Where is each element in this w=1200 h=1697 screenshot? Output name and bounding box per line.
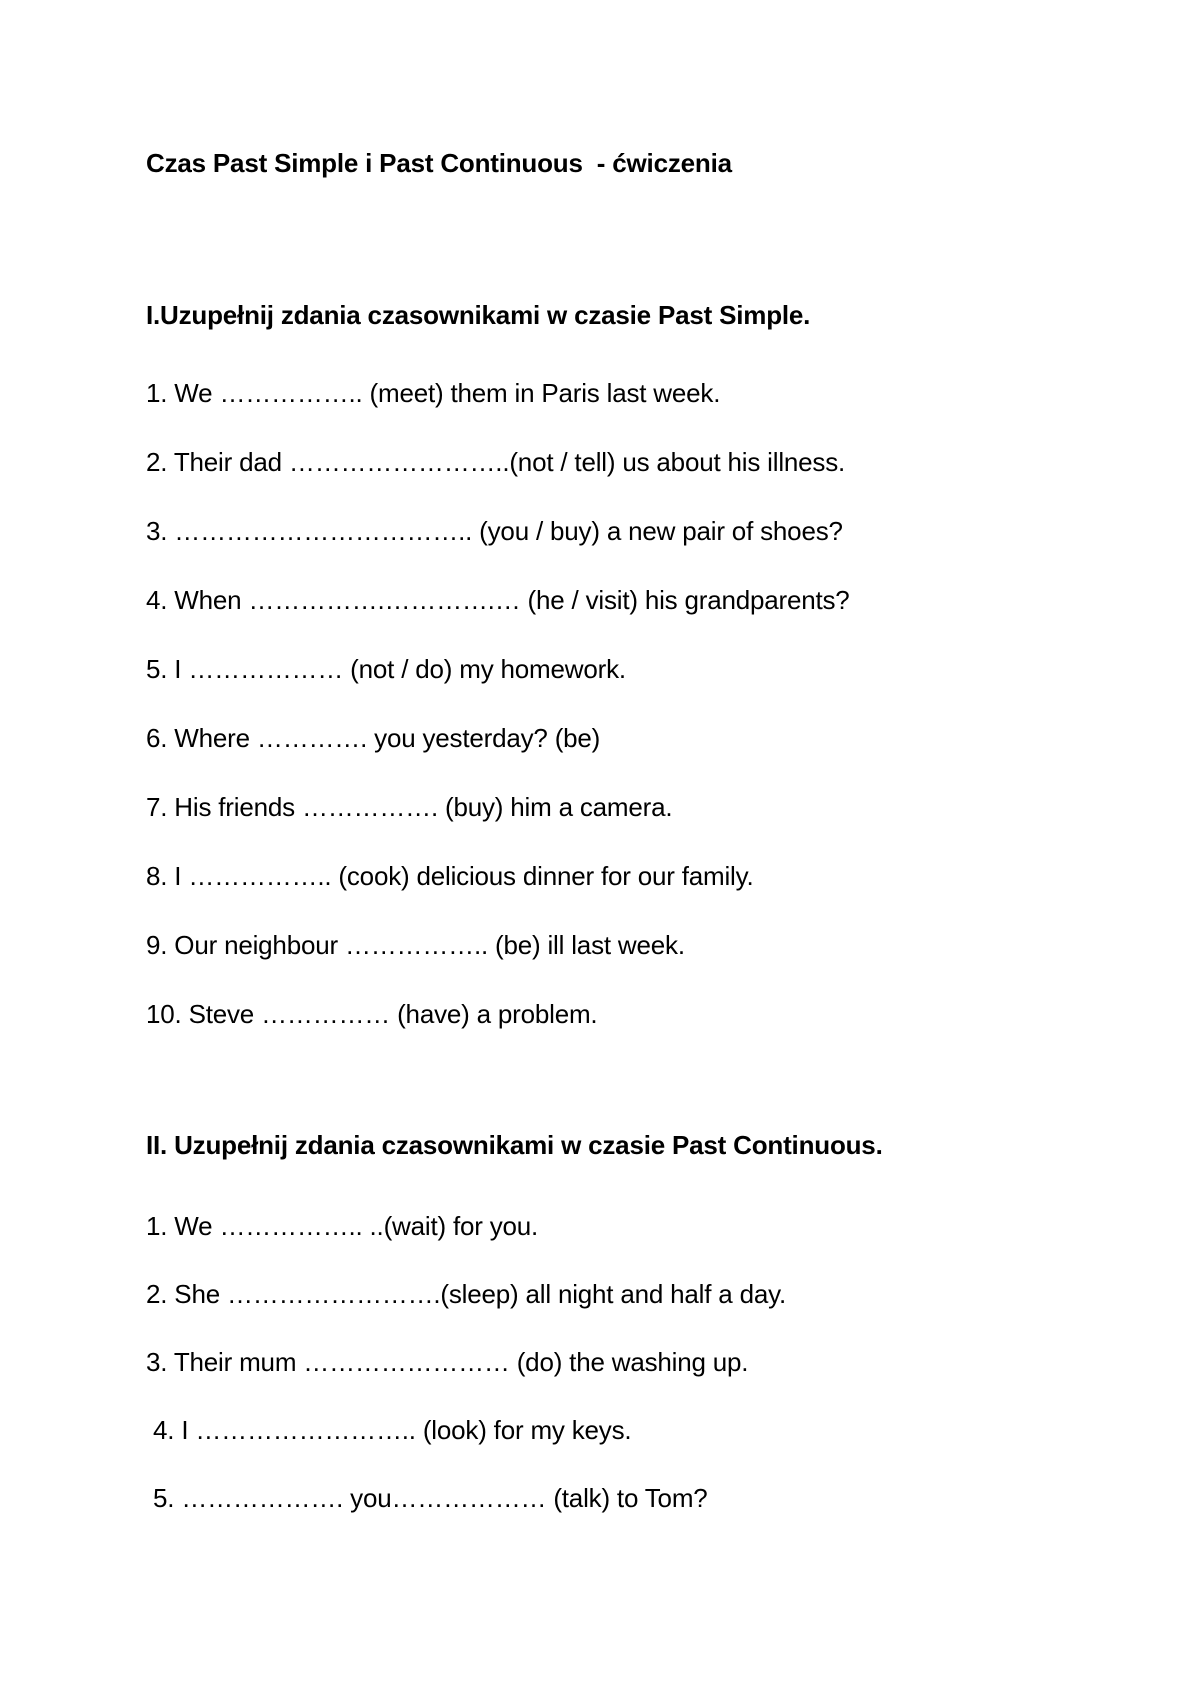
exercise-2-item-5: 5. ………………. you……………… (talk) to Tom?: [146, 1483, 708, 1513]
exercise-1-item-8: 8. I …………….. (cook) delicious dinner for our family.: [146, 861, 754, 891]
exercise-2-item-4: 4. I …………………….. (look) for my keys.: [146, 1415, 632, 1445]
exercise-1-item-4: 4. When …………….………….… (he / visit) his grandparents?: [146, 585, 850, 615]
exercise-1-item-9: 9. Our neighbour …………….. (be) ill last week.: [146, 930, 685, 960]
exercise-2-item-2: 2. She …………………….(sleep) all night and half a day.: [146, 1279, 786, 1309]
exercise-1-item-1: 1. We …………….. (meet) them in Paris last week.: [146, 378, 721, 408]
page-title: Czas Past Simple i Past Continuous - ćwiczenia: [146, 148, 732, 178]
exercise-2-item-1: 1. We …………….. ..(wait) for you.: [146, 1211, 539, 1241]
exercise-1-item-10: 10. Steve …………… (have) a problem.: [146, 999, 598, 1029]
exercise-1-item-2: 2. Their dad ……………………..(not / tell) us about his illness.: [146, 447, 846, 477]
exercise-1-item-6: 6. Where …………. you yesterday? (be): [146, 723, 601, 753]
exercise-1-item-5: 5. I ……………… (not / do) my homework.: [146, 654, 626, 684]
exercise-1-item-7: 7. His friends ……………. (buy) him a camera.: [146, 792, 673, 822]
exercise-1-item-3: 3. …………………………….. (you / buy) a new pair of shoes?: [146, 516, 843, 546]
exercise-2-item-3: 3. Their mum …………………… (do) the washing up.: [146, 1347, 749, 1377]
section-2-heading: II. Uzupełnij zdania czasownikami w czasie Past Continuous.: [146, 1130, 883, 1160]
section-1-heading: I.Uzupełnij zdania czasownikami w czasie Past Simple.: [146, 300, 811, 330]
